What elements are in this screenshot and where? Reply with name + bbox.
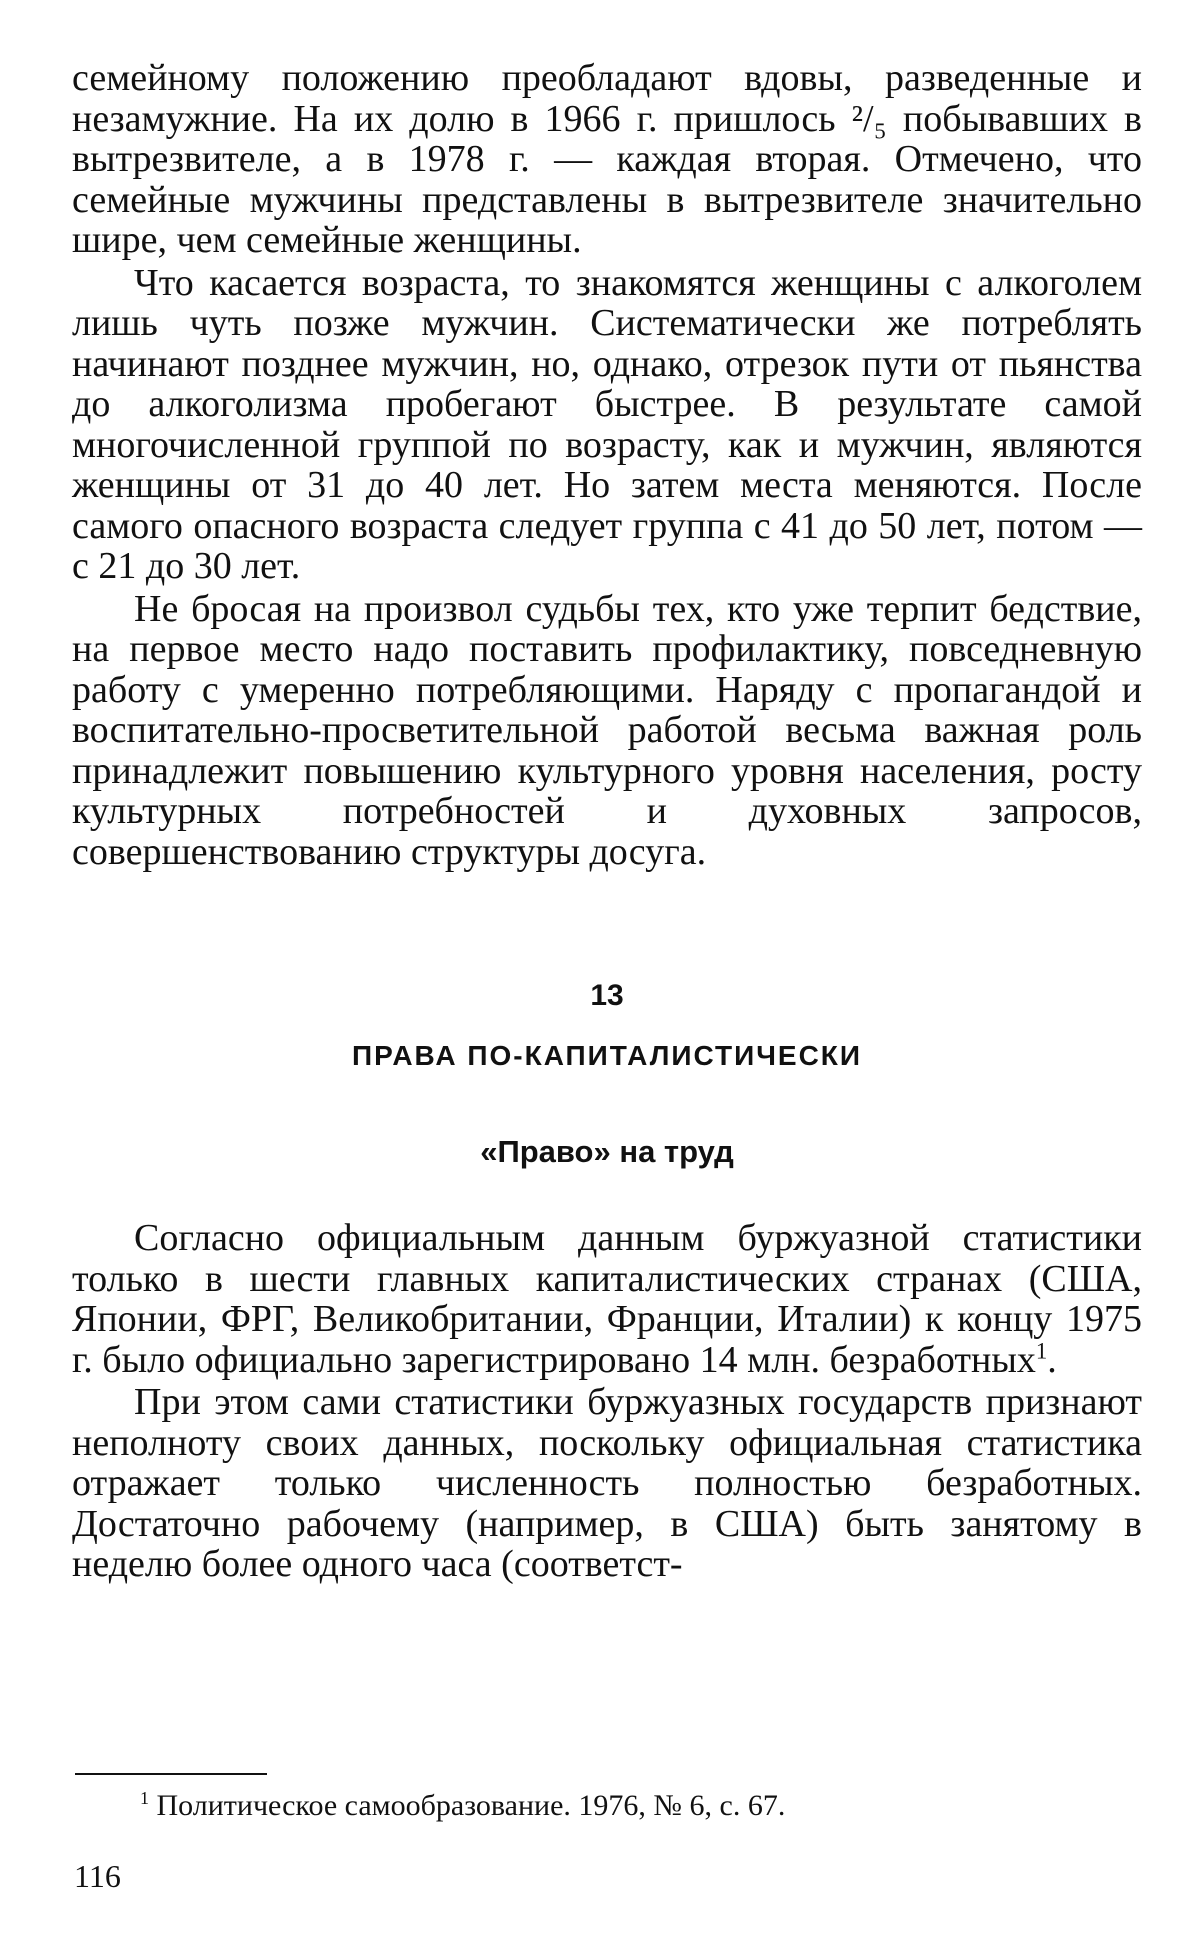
chapter-number: 13 bbox=[590, 979, 624, 1012]
paragraph-unemployment-text: Согласно официальным данным буржуазной статистики только в шести главных капиталистических странах (США, Японии, ФРГ, Великобритании, Франции, Италии) к концу 1975 г. было официально зарегистрировано 14 млн. безработных bbox=[72, 1217, 1142, 1381]
section-title: «Право» на труд bbox=[480, 1134, 734, 1169]
paragraph-unemployment-statistics bbox=[72, 1218, 1142, 1380]
paragraph-unemployment-end: . bbox=[1047, 1338, 1057, 1381]
paragraph-age: Что касается возраста, то знакомятся женщины с алкоголем лишь чуть позже мужчин. Систематически же потреблять начинают позднее мужчин, но, однако, отрезок пути от пьянства до алкоголизма пробегают быстрее. В результате самой многочисленной группой по возрасту, как и мужчин, являются женщины от 31 до 40 лет. Но затем места меняются. После самого опасного возраста следует группа с 41 до 50 лет, потом — с 21 до 30 лет. bbox=[72, 261, 1142, 587]
paragraph-incomplete-data: При этом сами статистики буржуазных государств признают неполноту своих данных, поскольку официальная статистика отражает только численность полностью безработных. Достаточно рабочему (например, в США) быть занятому в неделю более одного часа (соответст- bbox=[72, 1381, 1142, 1585]
page-body bbox=[72, 58, 1142, 1585]
section-body bbox=[72, 1218, 1142, 1585]
footnote-text: Политическое самообразование. 1976, № 6, с. 67. bbox=[156, 1789, 786, 1822]
footnote-reference[interactable]: 1 bbox=[1035, 1337, 1048, 1363]
chapter-title: ПРАВА ПО-КАПИТАЛИСТИЧЕСКИ bbox=[351, 1040, 863, 1071]
footnote bbox=[140, 1788, 785, 1824]
paragraph-prevention: Не бросая на произвол судьбы тех, кто уже терпит бедствие, на первое место надо поставить профилактику, повседневную работу с умеренно потребляющими. Наряду с пропагандой и воспитательно-просветительной работой весьма важная роль принадлежит повышению культурного уровня населения, росту культурных потребностей и духовных запросов, совершенствованию структуры досуга. bbox=[72, 587, 1142, 873]
footnote-mark: 1 bbox=[140, 1788, 149, 1808]
page-number: 116 bbox=[74, 1858, 121, 1894]
paragraph-marital-status: семейному положению преобладают вдовы, разведенные и незамужние. На их долю в 1966 г. пришлось ²/₅ побывавших в вытрезвителе, а в 1978 г. — каждая вторая. Отмечено, что семейные мужчины представлены в вытрезвителе значительно шире, чем семейные женщины. bbox=[72, 57, 1142, 261]
footnote-divider bbox=[75, 1773, 267, 1775]
